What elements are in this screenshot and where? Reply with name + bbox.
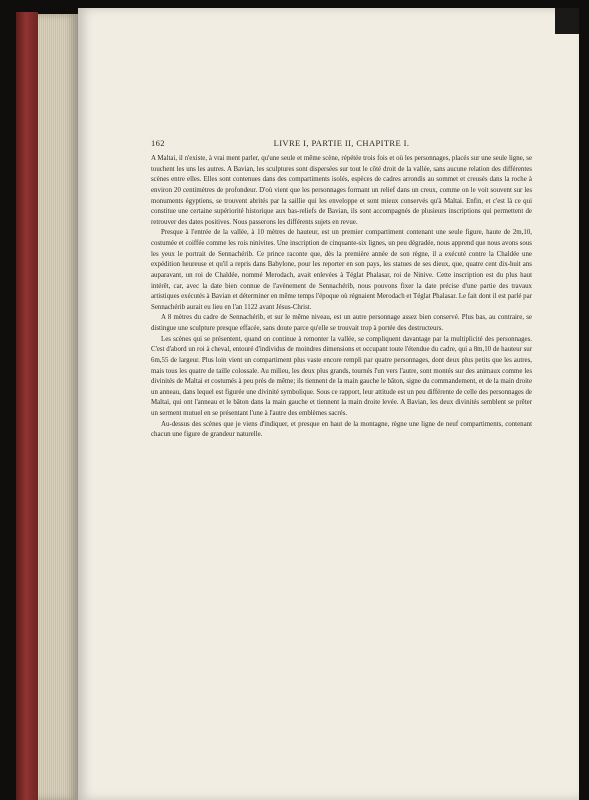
paragraph: Presque à l'entrée de la vallée, à 10 mètres de hauteur, est un premier compartiment contenant une seule figure, haute de 2m,10, costumée et coiffée comme les rois ninivites. Une inscription de cinquante-six lignes, un peu dégradée, nous apprend que nous avons sous les yeux le portrait de Sennachérib. Ce prince raconte que, dès la première année de son règne, il a exécuté contre la Chaldée une expédition heureuse et qu'il a repris dans Babylone, pour les reporter en son pays, les statues de ses dieux, que, quatre cent dix-huit ans auparavant, un roi de Chaldée, nommé Merodach, avait enlevées à Téglat Phalasar, roi de Ninive. Cette inscription est du plus haut intérêt, car, avec la date bien connue de l'avènement de Sennachérib, nous pouvons fixer la date précise d'une partie des travaux artistiques exécutés à Bavian et déterminer en même temps l'époque où régnaient Merodach et Téglat Phalasar. Le fait dont il est parlé par Sennachérib aurait eu lieu en l'an 1122 avant Jésus-Christ. bbox=[151, 229, 532, 311]
page-edges bbox=[38, 14, 78, 800]
running-title: LIVRE I, PARTIE II, CHAPITRE I. bbox=[273, 138, 410, 148]
running-header bbox=[151, 138, 532, 150]
paragraph: Les scènes qui se présentent, quand on continue à remonter la vallée, se compliquent davantage par la multiplicité des personnages. C'est d'abord un roi à cheval, entouré d'individus de moindres dimensions et occupant toute l'étendue du cadre, qui a 8m,10 de hauteur sur 6m,55 de largeur. Plus loin vient un compartiment plus vaste encore rempli par quatre personnages, dont deux plus petits que les autres, mais tous les quatre de taille colossale. Au milieu, les deux plus grands, tournés l'un vers l'autre, sont montés sur des animaux comme les divinités de Maltai et costumés à peu près de même; ils tiennent de la main gauche le bâton, signe du commandement, et de la main droite un anneau, dans lequel est figurée une divinité symbolique. Sous ce rapport, leur attitude est un peu différente de celle des personnages de Maltai, qui ont l'anneau et le bâton dans la main gauche et tiennent la main droite levée. A Bavian, les deux divinités semblent se prêter un serment mutuel en se présentant l'une à l'autre des emblèmes sacrés. bbox=[151, 335, 532, 417]
body-text bbox=[151, 154, 532, 441]
paragraph: A Maltai, il n'existe, à vrai ment parler, qu'une seule et même scène, répétée trois fois et où les personnages, placés sur une seule ligne, se touchent les uns les autres. A Bavian, les sculptures sont dispersées sur tout le côté droit de la vallée, sans aucune relation des différentes scènes entre elles. Elles sont contenues dans des compartiments isolés, espèces de cadres arrondis au sommet et creusés dans la roche à environ 20 centimètres de profondeur. D'où vient que les personnages formant un relief dans un creux, comme on le voit souvent sur les monuments égyptiens, se trouvent abrités par la saillie qui les enveloppe et sont mieux conservés qu'à Maltai. Enfin, et c'est là ce qui constitue une certaine supériorité historique aux bas-reliefs de Bavian, ils sont accompagnés de plusieurs inscriptions qui permettent de retrouver des dates positives. Nous passerons les différents sujets en revue. bbox=[151, 155, 532, 226]
scan-background-corner bbox=[555, 8, 579, 34]
paragraph: A 8 mètres du cadre de Sennachérib, et sur le même niveau, est un autre personnage assez bien conservé. Plus bas, au contraire, se distingue une sculpture presque effacée, sans doute parce qu'elle se trouvait trop à portée des destructeurs. bbox=[151, 314, 532, 332]
paragraph: Au-dessus des scènes que je viens d'indiquer, et presque en haut de la montagne, règne une ligne de neuf compartiments, contenant chacun une figure de grandeur naturelle. bbox=[151, 420, 532, 439]
book-spine bbox=[16, 12, 38, 800]
page-number: 162 bbox=[151, 138, 165, 148]
